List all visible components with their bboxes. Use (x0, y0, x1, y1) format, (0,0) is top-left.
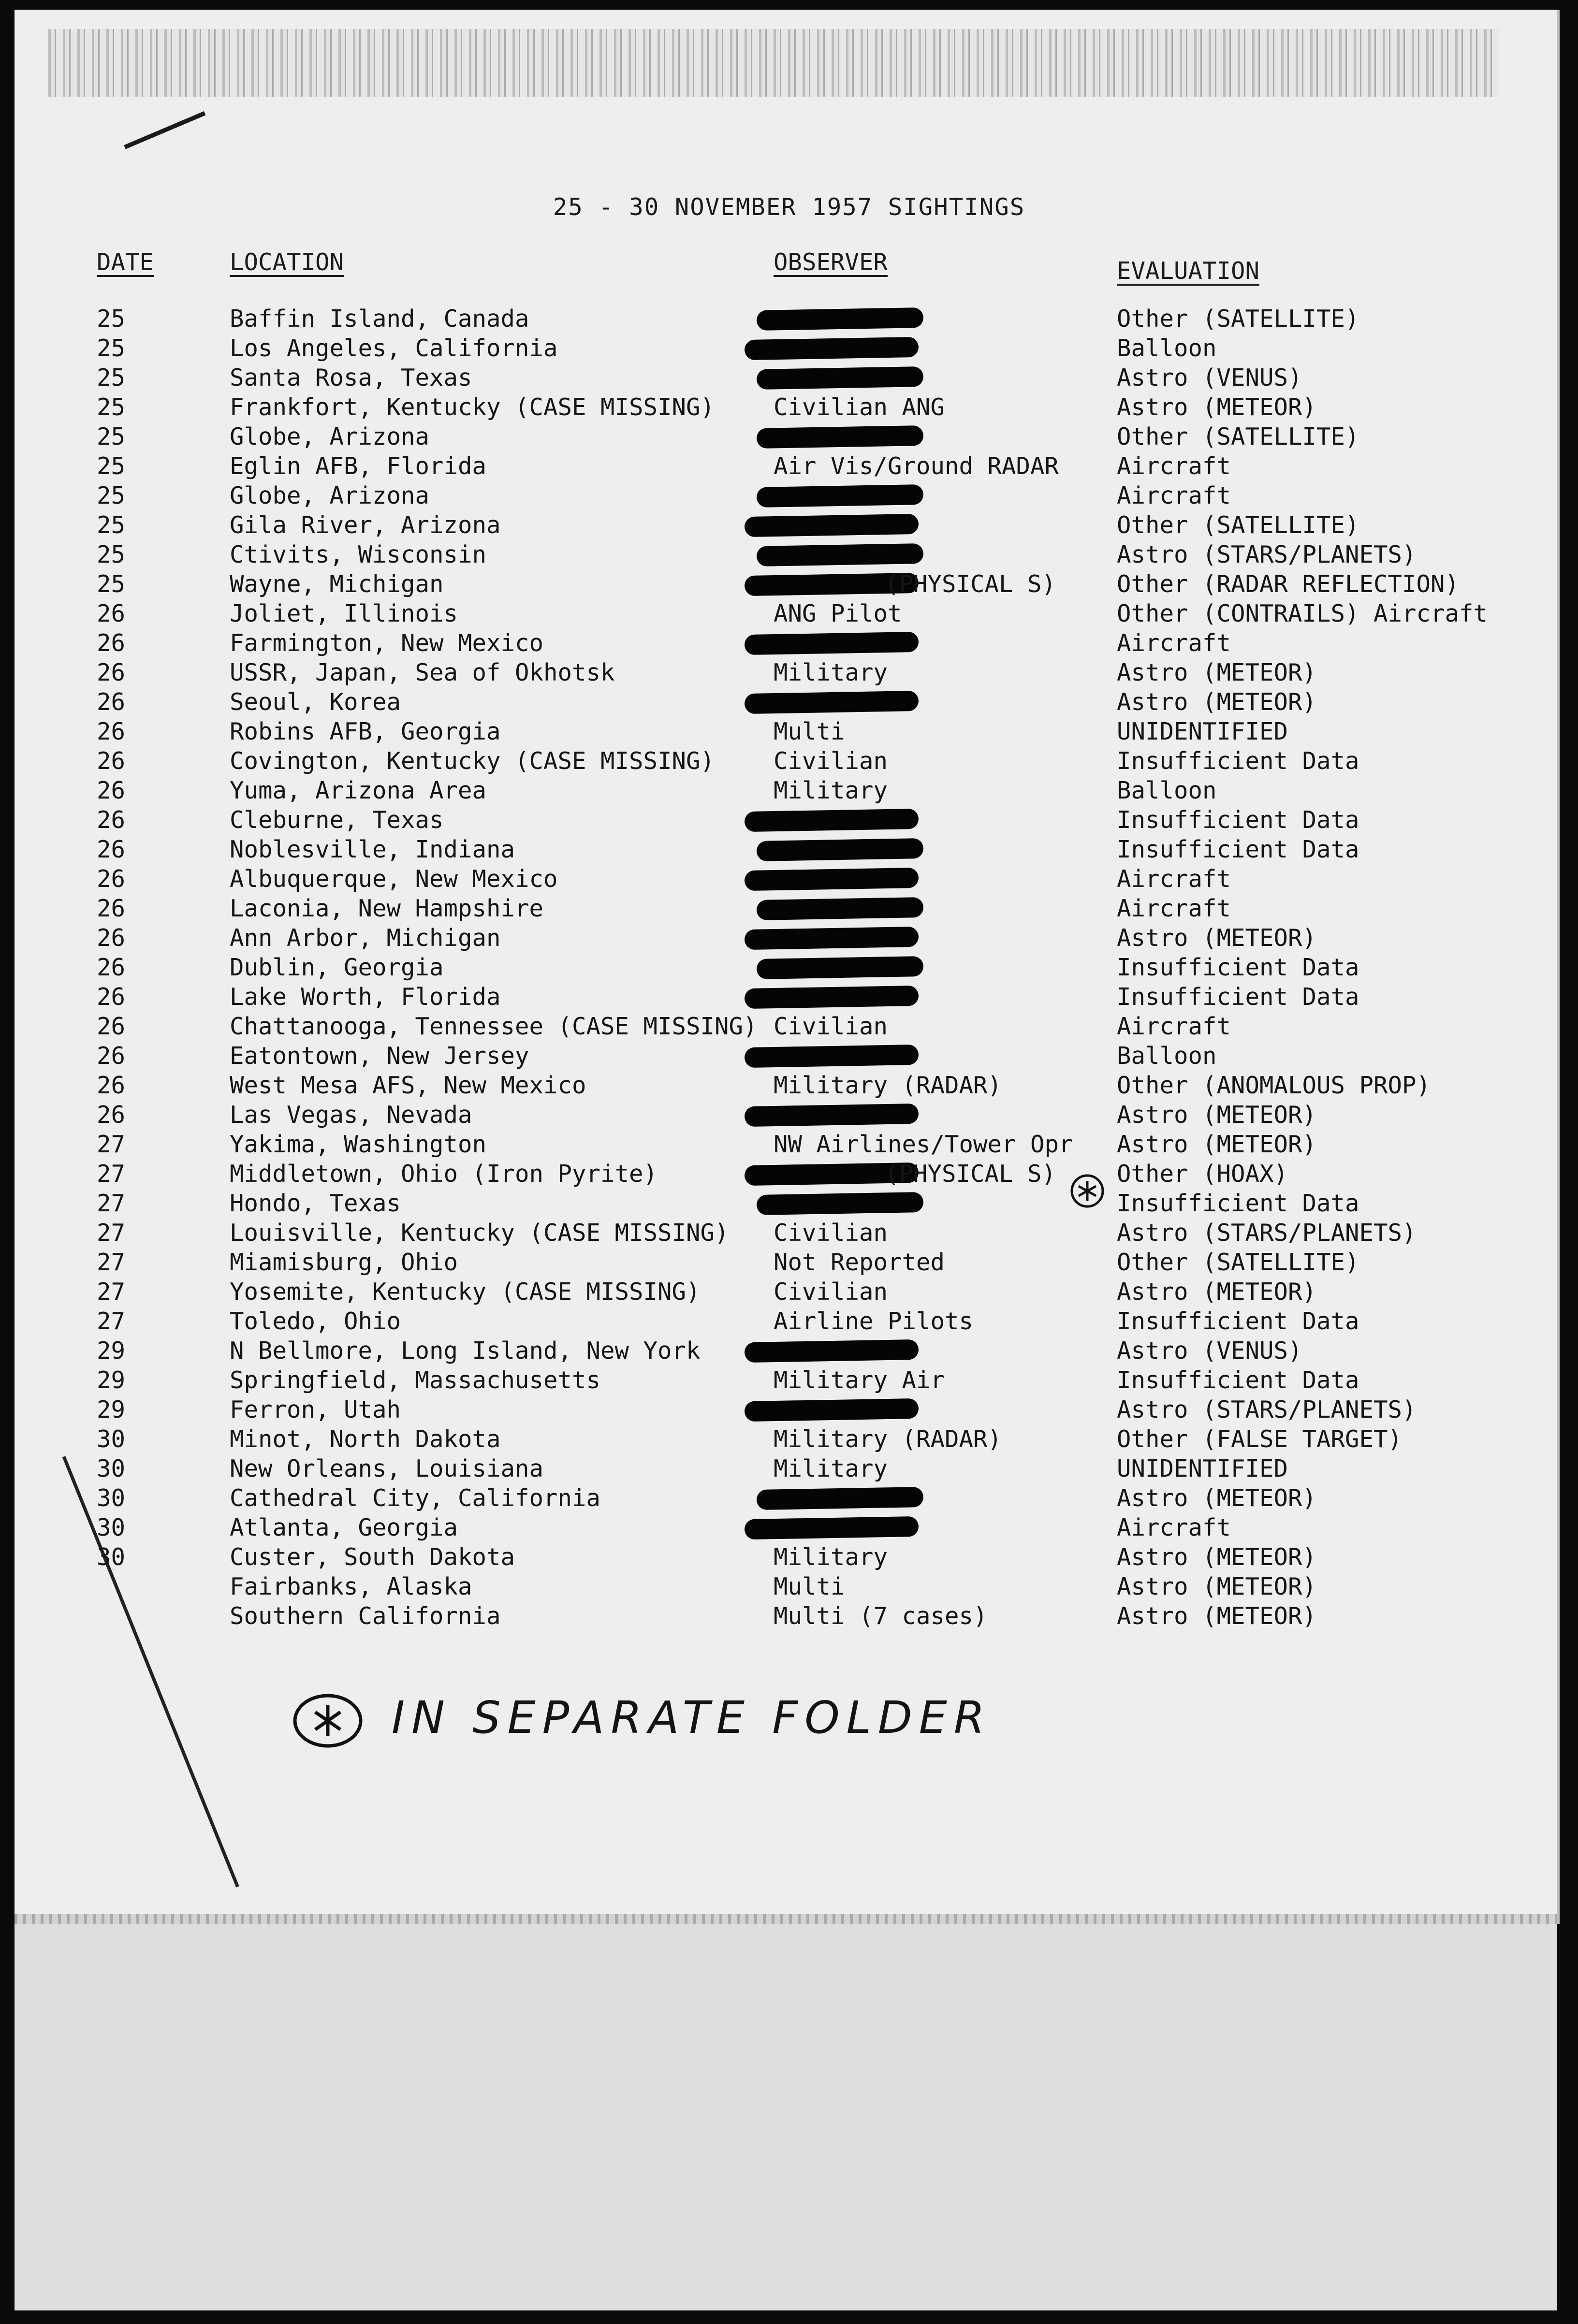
row-evaluation: Other (SATELLITE) (1117, 1249, 1359, 1276)
row-date: 25 (97, 511, 126, 539)
row-location: Yakima, Washington (230, 1131, 487, 1158)
row-evaluation: Other (SATELLITE) (1117, 423, 1359, 450)
row-evaluation: Insufficient Data (1117, 747, 1359, 775)
row-observer: Airline Pilots (774, 1307, 974, 1335)
row-date: 26 (97, 1042, 126, 1070)
row-evaluation: Other (HOAX) (1117, 1160, 1288, 1188)
redaction-bar (757, 307, 924, 331)
table-row (0, 659, 1578, 688)
row-date: 25 (97, 482, 126, 509)
row-date: 25 (97, 423, 126, 450)
row-evaluation: Astro (METEOR) (1117, 1101, 1317, 1129)
table-row (0, 1072, 1578, 1101)
row-observer: Multi (774, 1573, 845, 1600)
row-evaluation: Insufficient Data (1117, 983, 1359, 1011)
table-row (0, 1455, 1578, 1484)
table-row (0, 305, 1578, 334)
row-date: 26 (97, 924, 126, 952)
scan-noise-top (48, 29, 1499, 97)
table-row (0, 1307, 1578, 1337)
row-observer: Civilian (774, 1013, 888, 1040)
row-date: 26 (97, 1072, 126, 1099)
row-location: Farmington, New Mexico (230, 629, 544, 657)
row-date: 25 (97, 364, 126, 392)
redaction-bar (745, 868, 919, 891)
row-date: 27 (97, 1307, 126, 1335)
row-date: 25 (97, 393, 126, 421)
row-date: 26 (97, 895, 126, 922)
row-observer: Multi (7 cases) (774, 1602, 988, 1630)
row-observer: Military (774, 659, 888, 686)
row-evaluation: Astro (METEOR) (1117, 1602, 1317, 1630)
circled-asterisk-icon (290, 1692, 367, 1750)
row-observer: Military (774, 1543, 888, 1571)
handwritten-note-text: IN SEPARATE FOLDER (392, 1692, 992, 1743)
row-location: Hondo, Texas (230, 1190, 401, 1217)
row-location: Globe, Arizona (230, 482, 430, 509)
table-row (0, 511, 1578, 541)
row-location: Joliet, Illinois (230, 600, 458, 627)
table-row (0, 570, 1578, 600)
table-row (0, 1573, 1578, 1602)
row-location: Cathedral City, California (230, 1484, 601, 1512)
redaction-bar (757, 956, 924, 979)
row-evaluation: UNIDENTIFIED (1117, 1455, 1288, 1482)
row-observer: Air Vis/Ground RADAR (774, 452, 1059, 480)
redaction-bar (745, 1516, 919, 1540)
row-observer: Military Air (774, 1366, 945, 1394)
row-location: Eglin AFB, Florida (230, 452, 487, 480)
row-observer: ANG Pilot (774, 600, 902, 627)
row-observer: Multi (774, 718, 845, 745)
table-row (0, 1160, 1578, 1190)
handwritten-note (290, 1692, 1015, 1750)
row-date: 26 (97, 983, 126, 1011)
row-location: Ferron, Utah (230, 1396, 401, 1423)
table-row (0, 924, 1578, 954)
redaction-bar (745, 1104, 919, 1127)
row-location: Toledo, Ohio (230, 1307, 401, 1335)
table-row (0, 865, 1578, 895)
table-row (0, 983, 1578, 1013)
row-evaluation: Other (RADAR REFLECTION) (1117, 570, 1460, 598)
redaction-bar (757, 1487, 924, 1510)
row-date: 25 (97, 305, 126, 333)
row-evaluation: Other (SATELLITE) (1117, 305, 1359, 333)
row-location: Ann Arbor, Michigan (230, 924, 501, 952)
table-row (0, 1190, 1578, 1219)
redaction-bar (745, 986, 919, 1009)
row-evaluation: Balloon (1117, 777, 1217, 804)
row-location: Springfield, Massachusetts (230, 1366, 601, 1394)
table-row (0, 1042, 1578, 1072)
row-location: Ctivits, Wisconsin (230, 541, 487, 568)
row-location: New Orleans, Louisiana (230, 1455, 544, 1482)
row-location: Louisville, Kentucky (CASE MISSING) (230, 1219, 729, 1247)
row-location: Miamisburg, Ohio (230, 1249, 458, 1276)
row-date: 26 (97, 1101, 126, 1129)
row-evaluation: Balloon (1117, 334, 1217, 362)
row-evaluation: Insufficient Data (1117, 836, 1359, 863)
row-location: Santa Rosa, Texas (230, 364, 472, 392)
row-date: 30 (97, 1514, 126, 1541)
table-row (0, 777, 1578, 806)
table-row (0, 1249, 1578, 1278)
row-date: 27 (97, 1131, 126, 1158)
row-evaluation: Astro (VENUS) (1117, 1337, 1302, 1365)
row-evaluation: Astro (METEOR) (1117, 1543, 1317, 1571)
row-evaluation: UNIDENTIFIED (1117, 718, 1288, 745)
row-date: 27 (97, 1219, 126, 1247)
row-date: 30 (97, 1455, 126, 1482)
row-location: USSR, Japan, Sea of Okhotsk (230, 659, 615, 686)
table-row (0, 1396, 1578, 1425)
row-evaluation: Insufficient Data (1117, 954, 1359, 981)
row-location: Lake Worth, Florida (230, 983, 501, 1011)
row-observer: Civilian ANG (774, 393, 945, 421)
column-header-observer: OBSERVER (774, 248, 888, 276)
row-observer: Military (774, 1455, 888, 1482)
row-date: 27 (97, 1278, 126, 1306)
row-evaluation: Astro (METEOR) (1117, 688, 1317, 716)
table-row (0, 364, 1578, 393)
row-evaluation: Astro (METEOR) (1117, 1278, 1317, 1306)
table-row (0, 1366, 1578, 1396)
row-evaluation: Aircraft (1117, 895, 1231, 922)
row-location: Globe, Arizona (230, 423, 430, 450)
row-date: 26 (97, 954, 126, 981)
row-evaluation: Balloon (1117, 1042, 1217, 1070)
row-location: Chattanooga, Tennessee (CASE MISSING) (230, 1013, 758, 1040)
row-evaluation: Astro (METEOR) (1117, 1573, 1317, 1600)
row-date: 26 (97, 836, 126, 863)
row-observer: Civilian (774, 747, 888, 775)
row-date: 26 (97, 747, 126, 775)
row-location: Minot, North Dakota (230, 1425, 501, 1453)
row-date: 27 (97, 1249, 126, 1276)
redaction-bar (757, 838, 924, 861)
row-date: 26 (97, 865, 126, 893)
row-date: 25 (97, 541, 126, 568)
row-date: 26 (97, 629, 126, 657)
row-evaluation: Aircraft (1117, 482, 1231, 509)
row-observer: (PHYSICAL S) (885, 570, 1056, 598)
table-row (0, 1425, 1578, 1455)
circled-asterisk-icon (1068, 1172, 1106, 1210)
row-location: Middletown, Ohio (Iron Pyrite) (230, 1160, 658, 1188)
row-location: Las Vegas, Nevada (230, 1101, 472, 1129)
row-evaluation: Insufficient Data (1117, 806, 1359, 834)
redaction-bar (745, 514, 919, 537)
redaction-bar (745, 632, 919, 655)
row-observer: Military (RADAR) (774, 1072, 1002, 1099)
row-date: 26 (97, 1013, 126, 1040)
scanner-background (15, 1924, 1557, 2310)
row-location: Eatontown, New Jersey (230, 1042, 529, 1070)
table-row (0, 1278, 1578, 1307)
row-evaluation: Astro (STARS/PLANETS) (1117, 1219, 1417, 1247)
redaction-bar (745, 1339, 919, 1363)
row-evaluation: Other (FALSE TARGET) (1117, 1425, 1403, 1453)
row-evaluation: Astro (METEOR) (1117, 1131, 1317, 1158)
row-location: Fairbanks, Alaska (230, 1573, 472, 1600)
row-evaluation: Astro (METEOR) (1117, 924, 1317, 952)
table-row (0, 600, 1578, 629)
redaction-bar (757, 484, 924, 508)
row-date: 30 (97, 1425, 126, 1453)
redaction-bar (757, 425, 924, 449)
row-location: Southern California (230, 1602, 501, 1630)
row-evaluation: Aircraft (1117, 1013, 1231, 1040)
redaction-bar (757, 543, 924, 566)
table-row (0, 1484, 1578, 1514)
row-date: 29 (97, 1366, 126, 1394)
column-header-location: LOCATION (230, 248, 344, 276)
table-row (0, 629, 1578, 659)
table-row (0, 747, 1578, 777)
table-row (0, 1101, 1578, 1131)
row-evaluation: Other (CONTRAILS) Aircraft (1117, 600, 1488, 627)
column-header-date: DATE (97, 248, 154, 276)
row-evaluation: Insufficient Data (1117, 1307, 1359, 1335)
row-date: 26 (97, 688, 126, 716)
table-row (0, 1131, 1578, 1160)
row-observer: (PHYSICAL S) (885, 1160, 1056, 1188)
row-location: N Bellmore, Long Island, New York (230, 1337, 701, 1365)
row-observer: Civilian (774, 1219, 888, 1247)
row-evaluation: Aircraft (1117, 452, 1231, 480)
row-location: Frankfort, Kentucky (CASE MISSING) (230, 393, 715, 421)
table-row (0, 895, 1578, 924)
row-location: Albuquerque, New Mexico (230, 865, 558, 893)
column-header-evaluation: EVALUATION (1117, 257, 1260, 285)
table-row (0, 1602, 1578, 1632)
row-location: Dublin, Georgia (230, 954, 444, 981)
row-date: 25 (97, 570, 126, 598)
row-date: 25 (97, 452, 126, 480)
row-evaluation: Insufficient Data (1117, 1190, 1359, 1217)
row-location: Seoul, Korea (230, 688, 401, 716)
row-location: West Mesa AFS, New Mexico (230, 1072, 586, 1099)
row-observer: Military (774, 777, 888, 804)
table-row (0, 1514, 1578, 1543)
row-location: Robins AFB, Georgia (230, 718, 501, 745)
row-location: Custer, South Dakota (230, 1543, 515, 1571)
redaction-bar (745, 809, 919, 832)
row-observer: NW Airlines/Tower Opr (774, 1131, 1073, 1158)
table-row (0, 334, 1578, 364)
row-date: 30 (97, 1543, 126, 1571)
row-location: Los Angeles, California (230, 334, 558, 362)
table-row (0, 423, 1578, 452)
table-row (0, 954, 1578, 983)
row-date: 26 (97, 718, 126, 745)
row-evaluation: Insufficient Data (1117, 1366, 1359, 1394)
row-location: Yuma, Arizona Area (230, 777, 487, 804)
table-row (0, 806, 1578, 836)
row-evaluation: Other (ANOMALOUS PROP) (1117, 1072, 1431, 1099)
table-row (0, 541, 1578, 570)
table-row (0, 393, 1578, 423)
table-row (0, 1337, 1578, 1366)
row-date: 27 (97, 1190, 126, 1217)
row-date: 30 (97, 1484, 126, 1512)
row-location: Atlanta, Georgia (230, 1514, 458, 1541)
row-date: 29 (97, 1396, 126, 1423)
row-location: Baffin Island, Canada (230, 305, 529, 333)
row-location: Wayne, Michigan (230, 570, 444, 598)
row-evaluation: Aircraft (1117, 1514, 1231, 1541)
redaction-bar (757, 897, 924, 920)
redaction-bar (745, 1045, 919, 1068)
redaction-bar (745, 1398, 919, 1422)
table-row (0, 1219, 1578, 1249)
row-location: Laconia, New Hampshire (230, 895, 544, 922)
row-evaluation: Astro (METEOR) (1117, 659, 1317, 686)
table-row (0, 688, 1578, 718)
page-title: 25 - 30 NOVEMBER 1957 SIGHTINGS (553, 193, 1025, 221)
row-location: Gila River, Arizona (230, 511, 501, 539)
row-evaluation: Other (SATELLITE) (1117, 511, 1359, 539)
table-row (0, 836, 1578, 865)
row-observer: Not Reported (774, 1249, 945, 1276)
redaction-bar (745, 691, 919, 714)
row-date: 29 (97, 1337, 126, 1365)
row-evaluation: Astro (METEOR) (1117, 1484, 1317, 1512)
row-location: Noblesville, Indiana (230, 836, 515, 863)
row-location: Yosemite, Kentucky (CASE MISSING) (230, 1278, 701, 1306)
row-date: 25 (97, 334, 126, 362)
redaction-bar (745, 337, 919, 360)
row-evaluation: Astro (STARS/PLANETS) (1117, 1396, 1417, 1423)
row-date: 26 (97, 806, 126, 834)
table-row (0, 718, 1578, 747)
redaction-bar (757, 366, 924, 390)
table-row (0, 482, 1578, 511)
row-evaluation: Astro (STARS/PLANETS) (1117, 541, 1417, 568)
redaction-bar (745, 927, 919, 950)
row-evaluation: Astro (VENUS) (1117, 364, 1302, 392)
row-evaluation: Aircraft (1117, 629, 1231, 657)
sightings-table (0, 305, 1578, 1632)
table-row (0, 1543, 1578, 1573)
row-evaluation: Astro (METEOR) (1117, 393, 1317, 421)
row-evaluation: Aircraft (1117, 865, 1231, 893)
row-date: 26 (97, 777, 126, 804)
redaction-bar (757, 1192, 924, 1215)
row-date: 26 (97, 600, 126, 627)
row-location: Cleburne, Texas (230, 806, 444, 834)
row-observer: Civilian (774, 1278, 888, 1306)
table-row (0, 1013, 1578, 1042)
table-row (0, 452, 1578, 482)
row-location: Covington, Kentucky (CASE MISSING) (230, 747, 715, 775)
row-observer: Military (RADAR) (774, 1425, 1002, 1453)
row-date: 26 (97, 659, 126, 686)
row-date: 27 (97, 1160, 126, 1188)
